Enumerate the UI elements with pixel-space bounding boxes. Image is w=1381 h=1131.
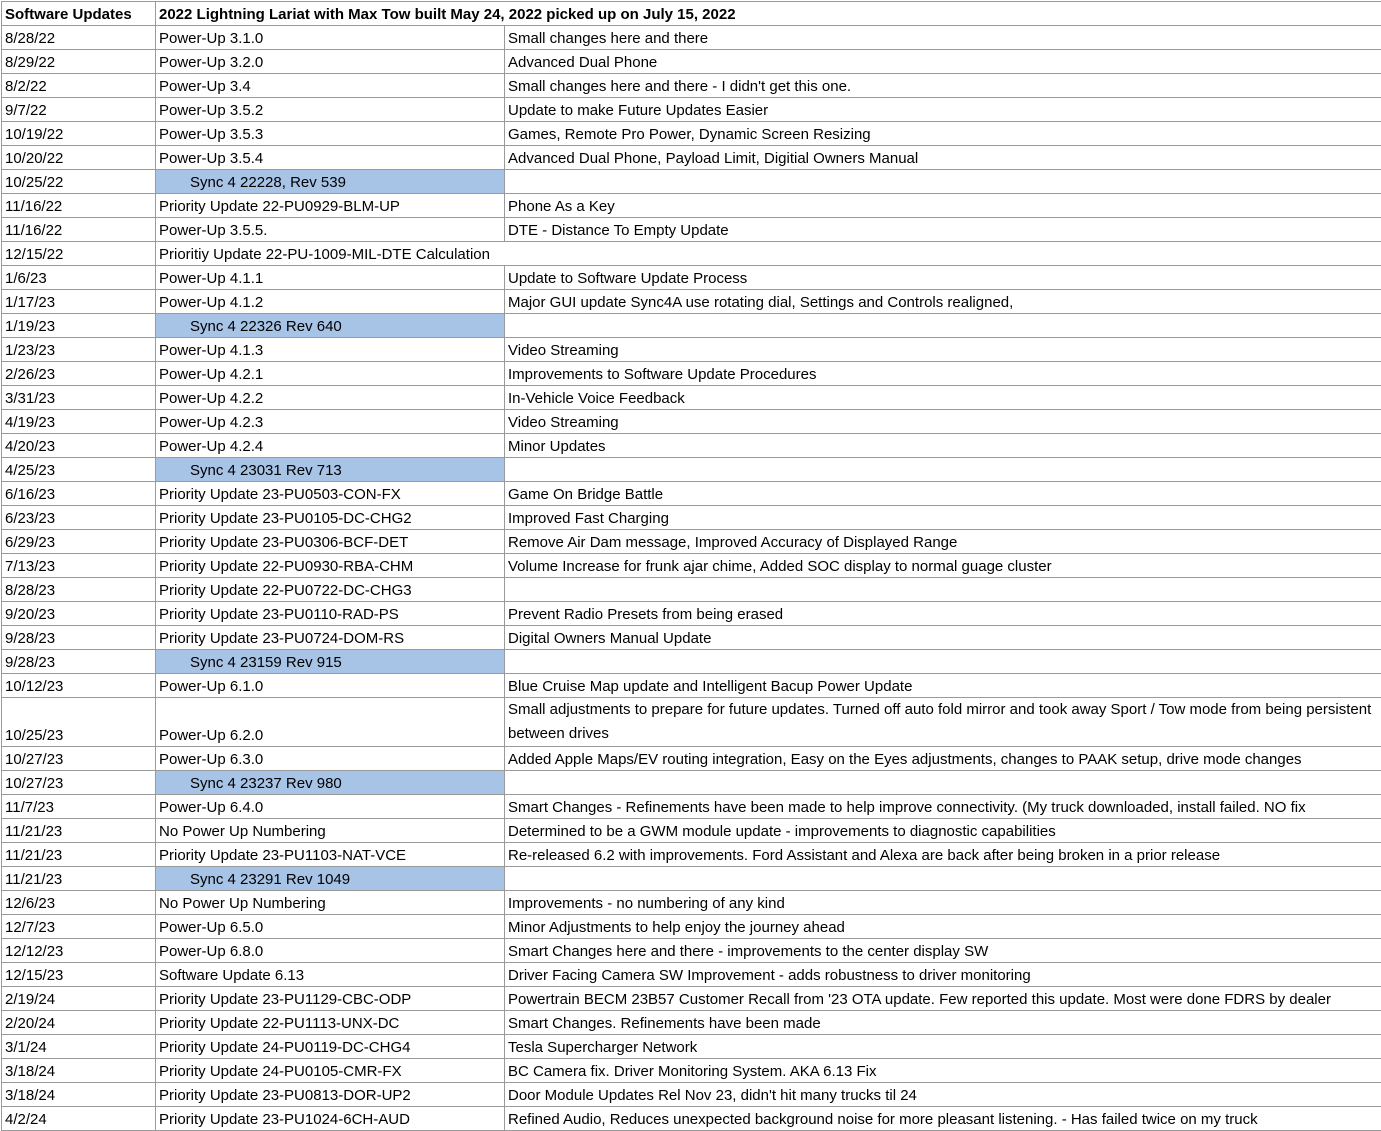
notes-cell[interactable]: Advanced Dual Phone xyxy=(505,50,1381,74)
date-cell[interactable]: 2/20/24 xyxy=(2,1011,156,1035)
table-row xyxy=(2,650,1381,674)
table-row xyxy=(2,482,1381,506)
table-row xyxy=(2,386,1381,410)
update-version-cell[interactable]: Priority Update 24-PU0105-CMR-FX xyxy=(156,1059,505,1083)
table-row xyxy=(2,698,1381,747)
table-row xyxy=(2,50,1381,74)
table-row xyxy=(2,674,1381,698)
notes-cell[interactable]: Powertrain BECM 23B57 Customer Recall from '23 OTA update. Few reported this update. Most were done FDRS by dealer xyxy=(505,987,1381,1011)
date-cell[interactable]: 2/19/24 xyxy=(2,987,156,1011)
table-row xyxy=(2,410,1381,434)
update-version-cell[interactable]: Priority Update 22-PU0930-RBA-CHM xyxy=(156,554,505,578)
date-cell[interactable]: 4/25/23 xyxy=(2,458,156,482)
update-version-cell[interactable]: Priority Update 22-PU0929-BLM-UP xyxy=(156,194,505,218)
notes-cell[interactable]: Volume Increase for frunk ajar chime, Added SOC display to normal guage cluster xyxy=(505,554,1381,578)
date-cell[interactable]: 11/21/23 xyxy=(2,843,156,867)
date-cell[interactable]: 1/23/23 xyxy=(2,338,156,362)
notes-cell[interactable]: Smart Changes - Refinements have been made to help improve connectivity. (My truck downloaded, install failed. NO fix xyxy=(505,795,1381,819)
update-version-cell[interactable]: Power-Up 4.2.3 xyxy=(156,410,505,434)
table-row xyxy=(2,867,1381,891)
table-row xyxy=(2,170,1381,194)
update-version-cell[interactable]: Power-Up 4.1.3 xyxy=(156,338,505,362)
update-version-cell[interactable]: No Power Up Numbering xyxy=(156,819,505,843)
notes-cell[interactable]: Determined to be a GWM module update - improvements to diagnostic capabilities xyxy=(505,819,1381,843)
update-version-cell[interactable]: Power-Up 3.5.4 xyxy=(156,146,505,170)
update-version-cell[interactable]: Power-Up 4.2.4 xyxy=(156,434,505,458)
notes-cell[interactable]: Driver Facing Camera SW Improvement - adds robustness to driver monitoring xyxy=(505,963,1381,987)
notes-cell[interactable]: In-Vehicle Voice Feedback xyxy=(505,386,1381,410)
date-cell[interactable]: 9/20/23 xyxy=(2,602,156,626)
table-row xyxy=(2,458,1381,482)
date-cell[interactable]: 11/7/23 xyxy=(2,795,156,819)
notes-cell[interactable]: Refined Audio, Reduces unexpected background noise for more pleasant listening. - Has failed twice on my truck xyxy=(505,1107,1381,1131)
update-version-cell[interactable]: Power-Up 6.8.0 xyxy=(156,939,505,963)
update-version-cell[interactable]: Power-Up 3.4 xyxy=(156,74,505,98)
notes-cell[interactable]: Re-released 6.2 with improvements. Ford Assistant and Alexa are back after being broken in a prior release xyxy=(505,843,1381,867)
date-cell[interactable]: 11/16/22 xyxy=(2,194,156,218)
update-version-cell[interactable]: Power-Up 3.2.0 xyxy=(156,50,505,74)
notes-cell[interactable]: Digital Owners Manual Update xyxy=(505,626,1381,650)
table-row xyxy=(2,266,1381,290)
update-version-cell[interactable]: Power-Up 3.5.2 xyxy=(156,98,505,122)
sync-version-cell[interactable]: Sync 4 22228, Rev 539 xyxy=(156,170,505,194)
date-cell[interactable]: 1/19/23 xyxy=(2,314,156,338)
table-row xyxy=(2,626,1381,650)
table-body xyxy=(2,2,1381,1131)
notes-cell[interactable]: Smart Changes here and there - improvements to the center display SW xyxy=(505,939,1381,963)
update-version-cell[interactable]: Power-Up 4.1.2 xyxy=(156,290,505,314)
notes-cell[interactable]: Improved Fast Charging xyxy=(505,506,1381,530)
update-version-cell[interactable]: Power-Up 6.5.0 xyxy=(156,915,505,939)
date-cell[interactable]: 3/31/23 xyxy=(2,386,156,410)
notes-cell[interactable]: Improvements to Software Update Procedures xyxy=(505,362,1381,386)
date-cell[interactable]: 6/16/23 xyxy=(2,482,156,506)
table-row xyxy=(2,1011,1381,1035)
table-row xyxy=(2,1083,1381,1107)
notes-cell[interactable] xyxy=(505,242,1381,266)
table-row xyxy=(2,747,1381,771)
date-cell[interactable]: 6/29/23 xyxy=(2,530,156,554)
notes-cell[interactable]: Small changes here and there - I didn't get this one. xyxy=(505,74,1381,98)
notes-cell[interactable] xyxy=(505,650,1381,674)
update-version-cell[interactable]: Power-Up 3.5.3 xyxy=(156,122,505,146)
notes-cell[interactable]: Small adjustments to prepare for future updates. Turned off auto fold mirror and took away Sport / Tow mode from being persistent between drives xyxy=(505,698,1381,747)
date-cell[interactable]: 4/2/24 xyxy=(2,1107,156,1131)
update-version-cell[interactable]: Power-Up 6.4.0 xyxy=(156,795,505,819)
update-version-cell[interactable]: Priority Update 23-PU1103-NAT-VCE xyxy=(156,843,505,867)
date-cell[interactable]: 1/17/23 xyxy=(2,290,156,314)
notes-cell[interactable]: BC Camera fix. Driver Monitoring System. AKA 6.13 Fix xyxy=(505,1059,1381,1083)
notes-cell[interactable] xyxy=(505,771,1381,795)
notes-cell[interactable]: Advanced Dual Phone, Payload Limit, Digitial Owners Manual xyxy=(505,146,1381,170)
update-version-cell[interactable]: Prioritiy Update 22-PU-1009-MIL-DTE Calculation xyxy=(156,242,505,266)
notes-cell[interactable]: DTE - Distance To Empty Update xyxy=(505,218,1381,242)
notes-cell[interactable]: Video Streaming xyxy=(505,338,1381,362)
table-row xyxy=(2,554,1381,578)
notes-cell[interactable] xyxy=(505,578,1381,602)
update-version-cell[interactable]: No Power Up Numbering xyxy=(156,891,505,915)
update-version-cell[interactable]: Priority Update 22-PU0722-DC-CHG3 xyxy=(156,578,505,602)
table-row xyxy=(2,122,1381,146)
update-version-cell[interactable]: Power-Up 3.1.0 xyxy=(156,26,505,50)
notes-cell[interactable]: Update to make Future Updates Easier xyxy=(505,98,1381,122)
date-cell[interactable]: 10/19/22 xyxy=(2,122,156,146)
date-cell[interactable]: 6/23/23 xyxy=(2,506,156,530)
update-version-cell[interactable]: Priority Update 23-PU1129-CBC-ODP xyxy=(156,987,505,1011)
notes-cell[interactable]: Minor Updates xyxy=(505,434,1381,458)
sync-version-cell[interactable]: Sync 4 22326 Rev 640 xyxy=(156,314,505,338)
update-version-cell[interactable]: Priority Update 23-PU0813-DOR-UP2 xyxy=(156,1083,505,1107)
notes-cell[interactable] xyxy=(505,314,1381,338)
date-cell[interactable]: 11/21/23 xyxy=(2,819,156,843)
table-row xyxy=(2,194,1381,218)
notes-cell[interactable]: Major GUI update Sync4A use rotating dial, Settings and Controls realigned, xyxy=(505,290,1381,314)
header-row xyxy=(2,2,1381,26)
notes-cell[interactable]: Remove Air Dam message, Improved Accuracy of Displayed Range xyxy=(505,530,1381,554)
table-row xyxy=(2,819,1381,843)
table-row xyxy=(2,242,1381,266)
notes-cell[interactable] xyxy=(505,867,1381,891)
table-row xyxy=(2,1107,1381,1131)
table-row xyxy=(2,290,1381,314)
date-cell[interactable]: 12/7/23 xyxy=(2,915,156,939)
table-row xyxy=(2,218,1381,242)
update-version-cell[interactable]: Priority Update 23-PU0724-DOM-RS xyxy=(156,626,505,650)
table-row xyxy=(2,98,1381,122)
date-cell[interactable]: 12/6/23 xyxy=(2,891,156,915)
table-row xyxy=(2,338,1381,362)
notes-cell[interactable]: Phone As a Key xyxy=(505,194,1381,218)
date-cell[interactable]: 12/15/22 xyxy=(2,242,156,266)
notes-cell[interactable]: Smart Changes. Refinements have been made xyxy=(505,1011,1381,1035)
date-cell[interactable]: 3/1/24 xyxy=(2,1035,156,1059)
table-row xyxy=(2,314,1381,338)
table-row xyxy=(2,26,1381,50)
table-row xyxy=(2,578,1381,602)
date-cell[interactable]: 12/12/23 xyxy=(2,939,156,963)
date-cell[interactable]: 3/18/24 xyxy=(2,1083,156,1107)
update-version-cell[interactable]: Priority Update 23-PU1024-6CH-AUD xyxy=(156,1107,505,1131)
notes-cell[interactable]: Game On Bridge Battle xyxy=(505,482,1381,506)
date-cell[interactable]: 11/16/22 xyxy=(2,218,156,242)
notes-cell[interactable]: Small changes here and there xyxy=(505,26,1381,50)
update-version-cell[interactable]: Power-Up 4.2.2 xyxy=(156,386,505,410)
date-cell[interactable]: 9/7/22 xyxy=(2,98,156,122)
table-row xyxy=(2,915,1381,939)
update-version-cell[interactable]: Power-Up 4.1.1 xyxy=(156,266,505,290)
update-version-cell[interactable]: Priority Update 24-PU0119-DC-CHG4 xyxy=(156,1035,505,1059)
date-cell[interactable]: 1/6/23 xyxy=(2,266,156,290)
table-row xyxy=(2,891,1381,915)
table-row xyxy=(2,362,1381,386)
table-row xyxy=(2,602,1381,626)
notes-cell[interactable]: Door Module Updates Rel Nov 23, didn't hit many trucks til 24 xyxy=(505,1083,1381,1107)
update-version-cell[interactable]: Power-Up 6.1.0 xyxy=(156,674,505,698)
table-row xyxy=(2,1059,1381,1083)
update-version-cell[interactable]: Power-Up 3.5.5. xyxy=(156,218,505,242)
sync-version-cell[interactable]: Sync 4 23237 Rev 980 xyxy=(156,771,505,795)
sync-version-cell[interactable]: Sync 4 23291 Rev 1049 xyxy=(156,867,505,891)
date-cell[interactable]: 10/12/23 xyxy=(2,674,156,698)
notes-cell[interactable]: Prevent Radio Presets from being erased xyxy=(505,602,1381,626)
update-version-cell[interactable]: Power-Up 6.3.0 xyxy=(156,747,505,771)
date-cell[interactable]: 10/27/23 xyxy=(2,771,156,795)
table-row xyxy=(2,987,1381,1011)
update-version-cell[interactable]: Software Update 6.13 xyxy=(156,963,505,987)
update-version-cell[interactable]: Priority Update 23-PU0105-DC-CHG2 xyxy=(156,506,505,530)
date-cell[interactable]: 8/28/22 xyxy=(2,26,156,50)
date-cell[interactable]: 10/27/23 xyxy=(2,747,156,771)
table-row xyxy=(2,146,1381,170)
date-cell[interactable]: 10/25/22 xyxy=(2,170,156,194)
notes-cell[interactable] xyxy=(505,458,1381,482)
date-cell[interactable]: 10/25/23 xyxy=(2,698,156,747)
date-cell[interactable]: 8/2/22 xyxy=(2,74,156,98)
table-row xyxy=(2,434,1381,458)
table-row xyxy=(2,795,1381,819)
date-cell[interactable]: 10/20/22 xyxy=(2,146,156,170)
table-row xyxy=(2,506,1381,530)
date-cell[interactable]: 8/29/22 xyxy=(2,50,156,74)
date-cell[interactable]: 4/20/23 xyxy=(2,434,156,458)
update-version-cell[interactable]: Priority Update 22-PU1113-UNX-DC xyxy=(156,1011,505,1035)
notes-cell[interactable]: Improvements - no numbering of any kind xyxy=(505,891,1381,915)
date-cell[interactable]: 12/15/23 xyxy=(2,963,156,987)
date-cell[interactable]: 7/13/23 xyxy=(2,554,156,578)
notes-cell[interactable]: Video Streaming xyxy=(505,410,1381,434)
header-cell-vehicle-info[interactable]: 2022 Lightning Lariat with Max Tow built May 24, 2022 picked up on July 15, 2022 xyxy=(156,2,505,26)
notes-cell[interactable]: Added Apple Maps/EV routing integration, Easy on the Eyes adjustments, changes to PAAK setup, drive mode changes xyxy=(505,747,1381,771)
header-cell-software-updates[interactable]: Software Updates xyxy=(2,2,156,26)
notes-cell[interactable]: Blue Cruise Map update and Intelligent Bacup Power Update xyxy=(505,674,1381,698)
table-row xyxy=(2,1035,1381,1059)
update-version-cell[interactable]: Power-Up 4.2.1 xyxy=(156,362,505,386)
notes-cell[interactable]: Minor Adjustments to help enjoy the journey ahead xyxy=(505,915,1381,939)
update-version-cell[interactable]: Power-Up 6.2.0 xyxy=(156,698,505,747)
date-cell[interactable]: 3/18/24 xyxy=(2,1059,156,1083)
date-cell[interactable]: 9/28/23 xyxy=(2,650,156,674)
table-row xyxy=(2,771,1381,795)
date-cell[interactable]: 11/21/23 xyxy=(2,867,156,891)
update-version-cell[interactable]: Priority Update 23-PU0110-RAD-PS xyxy=(156,602,505,626)
table-row xyxy=(2,74,1381,98)
date-cell[interactable]: 2/26/23 xyxy=(2,362,156,386)
update-version-cell[interactable]: Priority Update 23-PU0503-CON-FX xyxy=(156,482,505,506)
table-row xyxy=(2,530,1381,554)
notes-cell[interactable]: Tesla Supercharger Network xyxy=(505,1035,1381,1059)
date-cell[interactable]: 9/28/23 xyxy=(2,626,156,650)
software-updates-table xyxy=(1,1,1381,1131)
update-version-cell[interactable]: Priority Update 23-PU0306-BCF-DET xyxy=(156,530,505,554)
table-row xyxy=(2,963,1381,987)
notes-cell[interactable] xyxy=(505,170,1381,194)
table-row xyxy=(2,939,1381,963)
table-row xyxy=(2,843,1381,867)
notes-cell[interactable]: Games, Remote Pro Power, Dynamic Screen Resizing xyxy=(505,122,1381,146)
sync-version-cell[interactable]: Sync 4 23031 Rev 713 xyxy=(156,458,505,482)
date-cell[interactable]: 8/28/23 xyxy=(2,578,156,602)
sync-version-cell[interactable]: Sync 4 23159 Rev 915 xyxy=(156,650,505,674)
notes-cell[interactable]: Update to Software Update Process xyxy=(505,266,1381,290)
date-cell[interactable]: 4/19/23 xyxy=(2,410,156,434)
